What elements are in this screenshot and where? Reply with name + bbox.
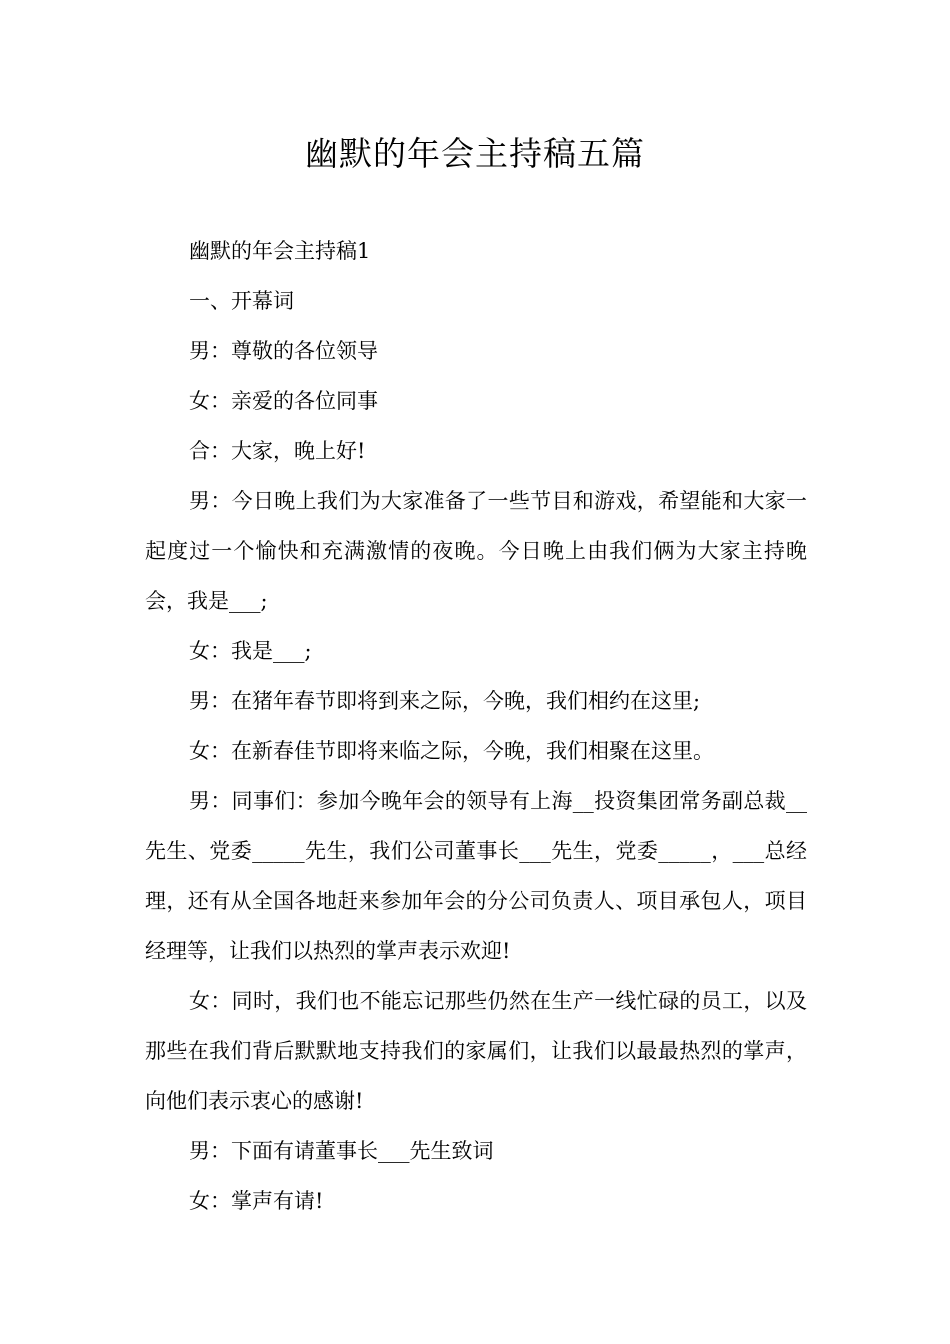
subsection-heading: 一、开幕词 [189, 289, 294, 313]
paragraph: 男：下面有请董事长___先生致词 [189, 1139, 494, 1163]
document-title: 幽默的年会主持稿五篇 [305, 134, 645, 173]
document-body [145, 226, 807, 1226]
paragraph: 女：在新春佳节即将来临之际，今晚，我们相聚在这里。 [189, 739, 714, 763]
paragraph: 女：同时，我们也不能忘记那些仍然在生产一线忙碌的员工，以及那些在我们背后默默地支持我们的家属们，让我们以最最热烈的掌声，向他们表示衷心的感谢! [145, 989, 807, 1113]
paragraph: 男：在猪年春节即将到来之际，今晚，我们相约在这里; [189, 689, 701, 713]
paragraph: 女：我是___; [189, 639, 312, 663]
paragraph: 男：同事们：参加今晚年会的领导有上海__投资集团常务副总裁__先生、党委_____先生，我们公司董事长___先生，党委_____，___总经理，还有从全国各地赶来参加年会的分公司负责人、项目承包人，项目经理等，让我们以热烈的掌声表示欢迎! [145, 789, 807, 963]
section-heading: 幽默的年会主持稿1 [189, 239, 371, 263]
paragraph: 男：今日晚上我们为大家准备了一些节目和游戏，希望能和大家一起度过一个愉快和充满激情的夜晚。今日晚上由我们俩为大家主持晚会，我是___; [145, 489, 807, 613]
paragraph: 女：亲爱的各位同事 [189, 389, 378, 413]
paragraph: 男：尊敬的各位领导 [189, 339, 378, 363]
paragraph: 女：掌声有请! [189, 1189, 324, 1213]
paragraph: 合：大家，晚上好! [189, 439, 366, 463]
